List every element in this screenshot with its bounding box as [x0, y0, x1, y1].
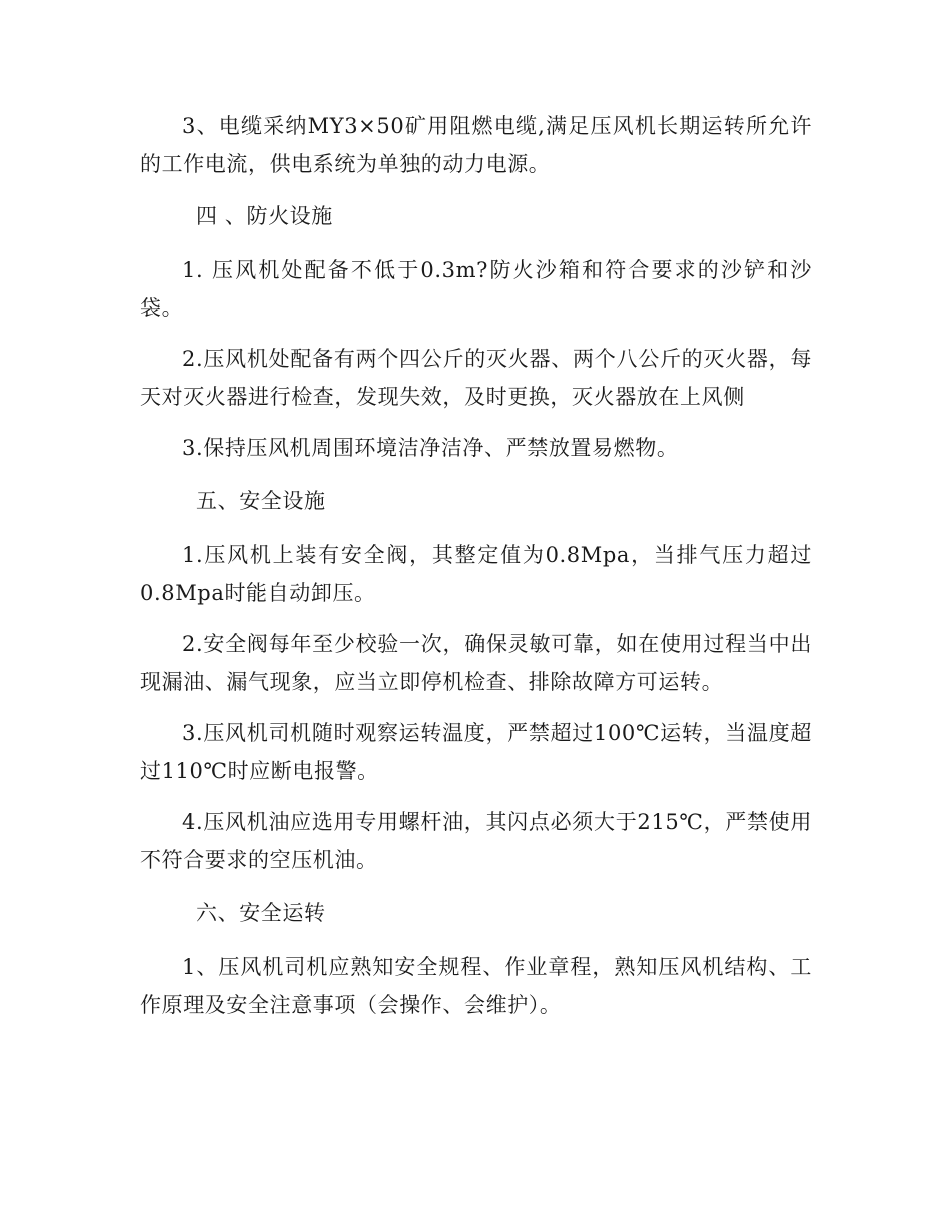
paragraph-safety-valve: 1.压风机上装有安全阀，其整定值为0.8Mpa，当排气压力超过0.8Mpa时能自动卸压。 [140, 543, 812, 605]
section-heading-safety-facilities: 五、安全设施 [196, 489, 326, 513]
paragraph-valve-calibration: 2.安全阀每年至少校验一次，确保灵敏可靠，如在使用过程当中出现漏油、漏气现象，应当立即停机检查、排除故障方可运转。 [140, 632, 812, 694]
paragraph-operator: 1、压风机司机应熟知安全规程、作业章程，熟知压风机结构、工作原理及安全注意事项（会操作、会维护）。 [140, 955, 812, 1017]
paragraph-sand-box: 1. 压风机处配备不低于0.3m?防火沙箱和符合要求的沙铲和沙袋。 [140, 258, 812, 320]
paragraph-oil: 4.压风机油应选用专用螺杆油，其闪点必须大于215℃，严禁使用不符合要求的空压机油。 [140, 810, 812, 872]
paragraph-cable: 3、电缆采纳MY3×50矿用阻燃电缆,满足压风机长期运转所允许的工作电流，供电系统为单独的动力电源。 [140, 114, 812, 176]
paragraph-temperature: 3.压风机司机随时观察运转温度，严禁超过100℃运转，当温度超过110℃时应断电报警。 [140, 721, 812, 783]
paragraph-extinguishers: 2.压风机处配备有两个四公斤的灭火器、两个八公斤的灭火器，每天对灭火器进行检查，发现失效，及时更换，灭火器放在上风侧 [140, 347, 812, 409]
paragraph-clean-environment: 3.保持压风机周围环境洁净洁净、严禁放置易燃物。 [182, 436, 679, 460]
section-heading-fire-prevention: 四 、防火设施 [196, 204, 333, 228]
section-heading-safe-operation: 六、安全运转 [196, 901, 326, 925]
